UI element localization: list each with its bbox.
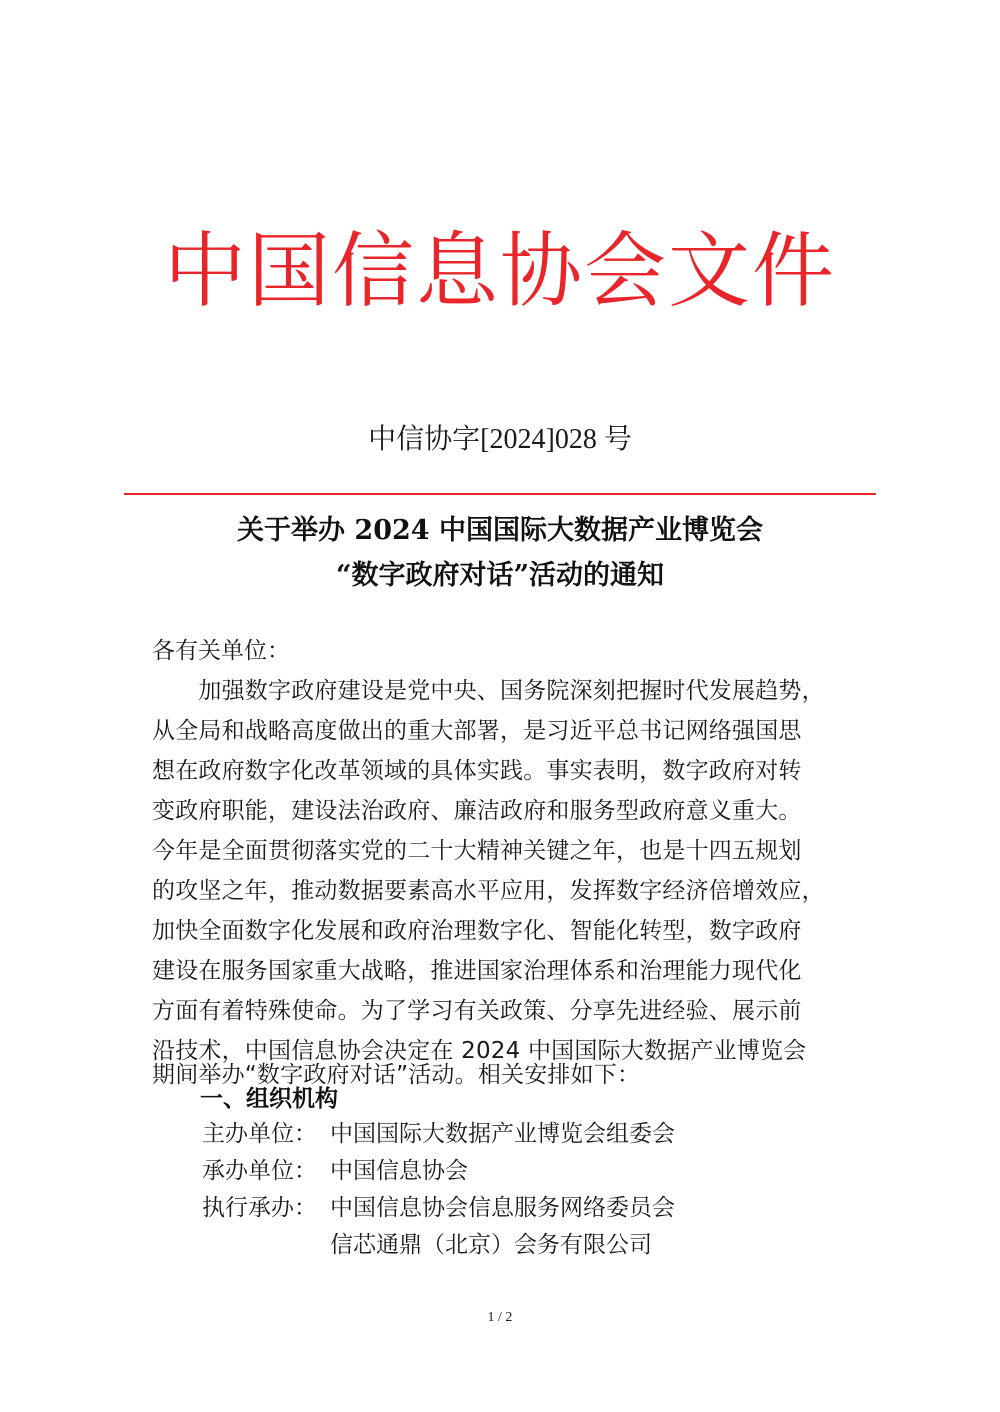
paragraph-line: 建设在服务国家重大战略，推进国家治理体系和治理能力现代化 — [152, 958, 802, 984]
salutation: 各有关单位： — [152, 638, 290, 664]
paragraph-line: 想在政府数字化改革领域的具体实践。事实表明，数字政府对转 — [152, 758, 802, 784]
masthead-title: 中国信息协会文件 — [163, 224, 836, 319]
paragraph-line: 加快全面数字化发展和政府治理数字化、智能化转型，数字政府 — [152, 918, 802, 944]
paragraph-line: 沿技术，中国信息协会决定在 2024 中国国际大数据产业博览会 — [152, 1038, 807, 1064]
page-number: 1 / 2 — [487, 1310, 513, 1325]
paragraph-line: 方面有着特殊使命。为了学习有关政策、分享先进经验、展示前 — [152, 998, 802, 1024]
paragraph-line: 从全局和战略高度做出的重大部署，是习近平总书记网络强国思 — [152, 718, 802, 744]
paragraph-line: 期间举办“数字政府对话”活动。相关安排如下： — [152, 1062, 641, 1088]
paragraph-line: 变政府职能，建设法治政府、廉洁政府和服务型政府意义重大。 — [152, 798, 802, 824]
section-heading-organization: 一、组织机构 — [200, 1086, 338, 1112]
paragraph-line: 加强数字政府建设是党中央、国务院深刻把握时代发展趋势， — [152, 678, 825, 704]
org-row-executor-2 — [202, 1225, 652, 1265]
document-number: 中信协字[2024]028 号 — [368, 424, 632, 455]
org-value: 中国信息协会信息服务网络委员会 — [330, 1195, 675, 1221]
org-label: 执行承办： — [202, 1195, 317, 1221]
org-row-executor — [202, 1188, 675, 1228]
org-value: 中国信息协会 — [330, 1158, 468, 1184]
org-row-organizer — [202, 1151, 468, 1191]
org-value: 信芯通鼎（北京）会务有限公司 — [330, 1232, 652, 1258]
notice-title-line-1: 关于举办 2024 中国国际大数据产业博览会 — [237, 515, 763, 546]
notice-title-line-2: “数字政府对话”活动的通知 — [335, 560, 665, 591]
org-label: 承办单位： — [202, 1158, 317, 1184]
org-label: 主办单位： — [202, 1121, 317, 1147]
red-divider-line — [124, 493, 876, 495]
org-row-host — [202, 1114, 675, 1154]
paragraph-line: 今年是全面贯彻落实党的二十大精神关键之年，也是十四五规划 — [152, 838, 802, 864]
paragraph-line: 的攻坚之年，推动数据要素高水平应用，发挥数字经济倍增效应， — [152, 878, 825, 904]
org-value: 中国国际大数据产业博览会组委会 — [330, 1121, 675, 1147]
